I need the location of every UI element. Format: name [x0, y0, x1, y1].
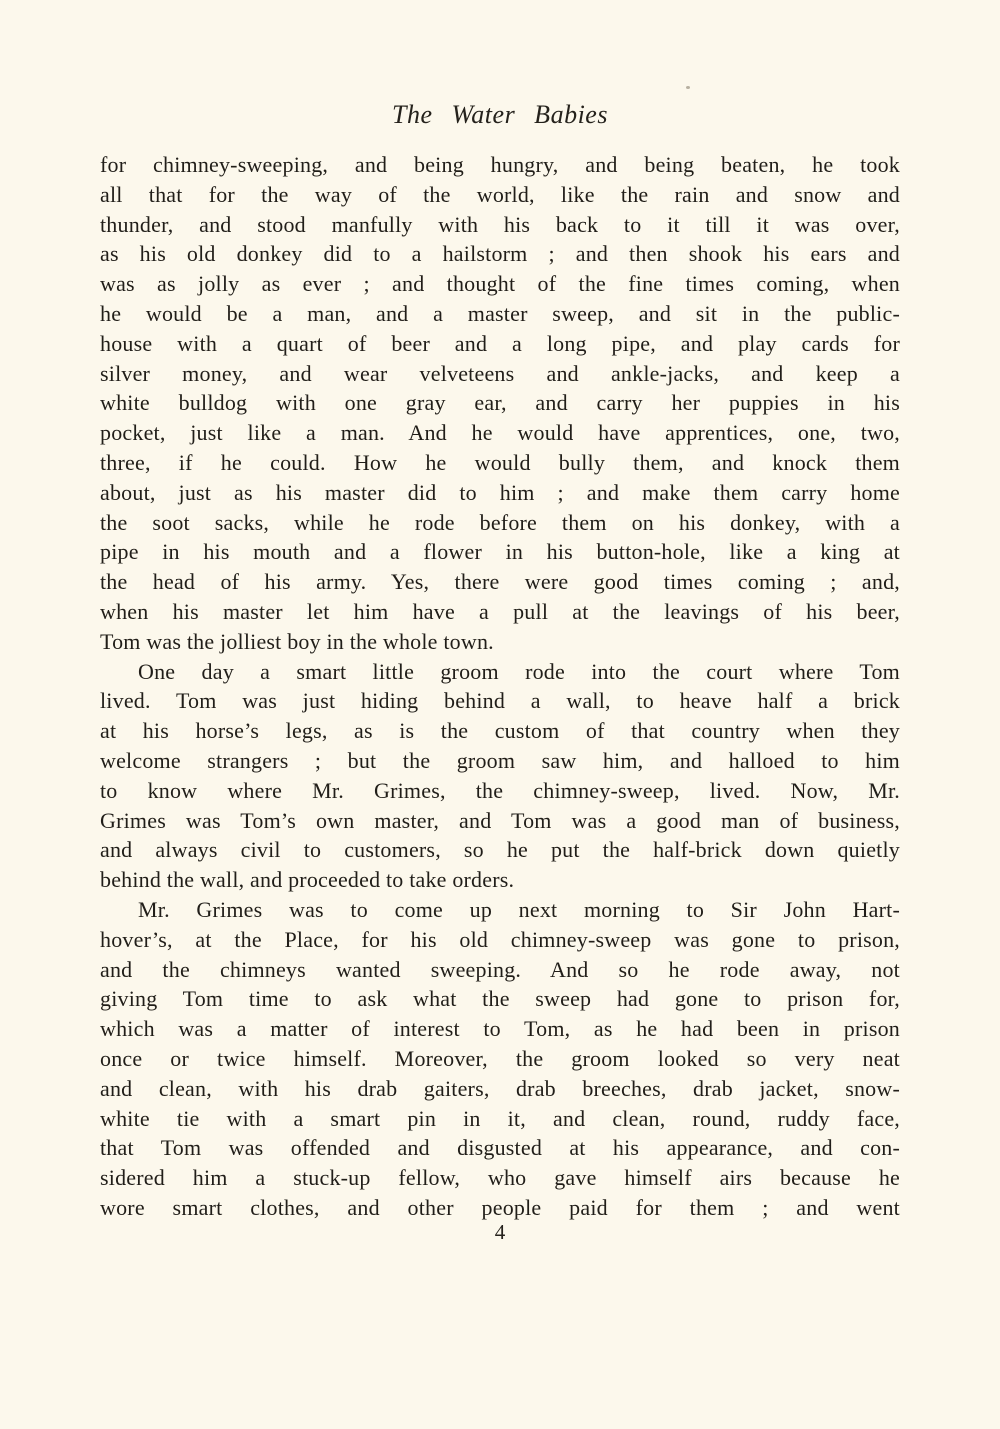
text-line: he would be a man, and a master sweep, and sit in the public-: [100, 300, 900, 326]
running-head-title: The Water Babies: [392, 100, 608, 129]
text-line: Tom was the jolliest boy in the whole town.: [100, 628, 494, 654]
text-line: three, if he could. How he would bully them, and knock them: [100, 449, 900, 475]
text-line: when his master let him have a pull at the leavings of his beer,: [100, 598, 900, 624]
scan-speck: [686, 86, 690, 89]
text-line: for chimney-sweeping, and being hungry, and being beaten, he took: [100, 152, 900, 177]
text-block: [100, 150, 900, 1223]
text-line: and the chimneys wanted sweeping. And so he rode away, not: [100, 956, 900, 982]
text-line: behind the wall, and proceeded to take orders.: [100, 867, 515, 893]
text-line: white bulldog with one gray ear, and carry her puppies in his: [100, 390, 900, 416]
text-line: about, just as his master did to him ; and make them carry home: [100, 479, 900, 505]
text-line: Grimes was Tom’s own master, and Tom was a good man of business,: [100, 807, 900, 833]
text-line: house with a quart of beer and a long pipe, and play cards for: [100, 330, 900, 356]
text-line: all that for the way of the world, like the rain and snow and: [100, 181, 900, 207]
text-line: was as jolly as ever ; and thought of the fine times coming, when: [100, 271, 900, 297]
text-line: the soot sacks, while he rode before them on his donkey, with a: [100, 509, 900, 535]
text-line: wore smart clothes, and other people paid for them ; and went: [100, 1194, 900, 1220]
text-line: One day a smart little groom rode into the court where Tom: [138, 658, 900, 684]
text-line: pipe in his mouth and a flower in his button-hole, like a king at: [100, 539, 900, 565]
text-line: and always civil to customers, so he put the half-brick down quietly: [100, 837, 900, 863]
text-line: once or twice himself. Moreover, the groom looked so very neat: [100, 1045, 900, 1071]
text-line: thunder, and stood manfully with his back to it till it was over,: [100, 211, 900, 237]
text-line: and clean, with his drab gaiters, drab breeches, drab jacket, snow-: [100, 1075, 900, 1101]
text-line: pocket, just like a man. And he would have apprentices, one, two,: [100, 420, 900, 446]
text-line: hover’s, at the Place, for his old chimney-sweep was gone to prison,: [100, 926, 900, 952]
text-line: that Tom was offended and disgusted at his appearance, and con-: [100, 1135, 900, 1161]
text-line: sidered him a stuck-up fellow, who gave himself airs because he: [100, 1165, 900, 1191]
text-line: Mr. Grimes was to come up next morning to Sir John Hart-: [138, 896, 900, 922]
text-line: silver money, and wear velveteens and ankle-jacks, and keep a: [100, 360, 900, 386]
text-line: at his horse’s legs, as is the custom of that country when they: [100, 718, 900, 744]
text-line: which was a matter of interest to Tom, as he had been in prison: [100, 1016, 900, 1042]
text-line: white tie with a smart pin in it, and clean, round, ruddy face,: [100, 1105, 900, 1131]
text-line: the head of his army. Yes, there were good times coming ; and,: [100, 569, 900, 595]
text-line: giving Tom time to ask what the sweep had gone to prison for,: [100, 986, 900, 1012]
page-number: 4: [494, 1220, 506, 1244]
text-line: as his old donkey did to a hailstorm ; and then shook his ears and: [100, 241, 900, 267]
text-line: lived. Tom was just hiding behind a wall, to heave half a brick: [100, 688, 900, 714]
text-line: welcome strangers ; but the groom saw him, and halloed to him: [100, 747, 900, 773]
text-line: to know where Mr. Grimes, the chimney-sweep, lived. Now, Mr.: [100, 777, 900, 803]
